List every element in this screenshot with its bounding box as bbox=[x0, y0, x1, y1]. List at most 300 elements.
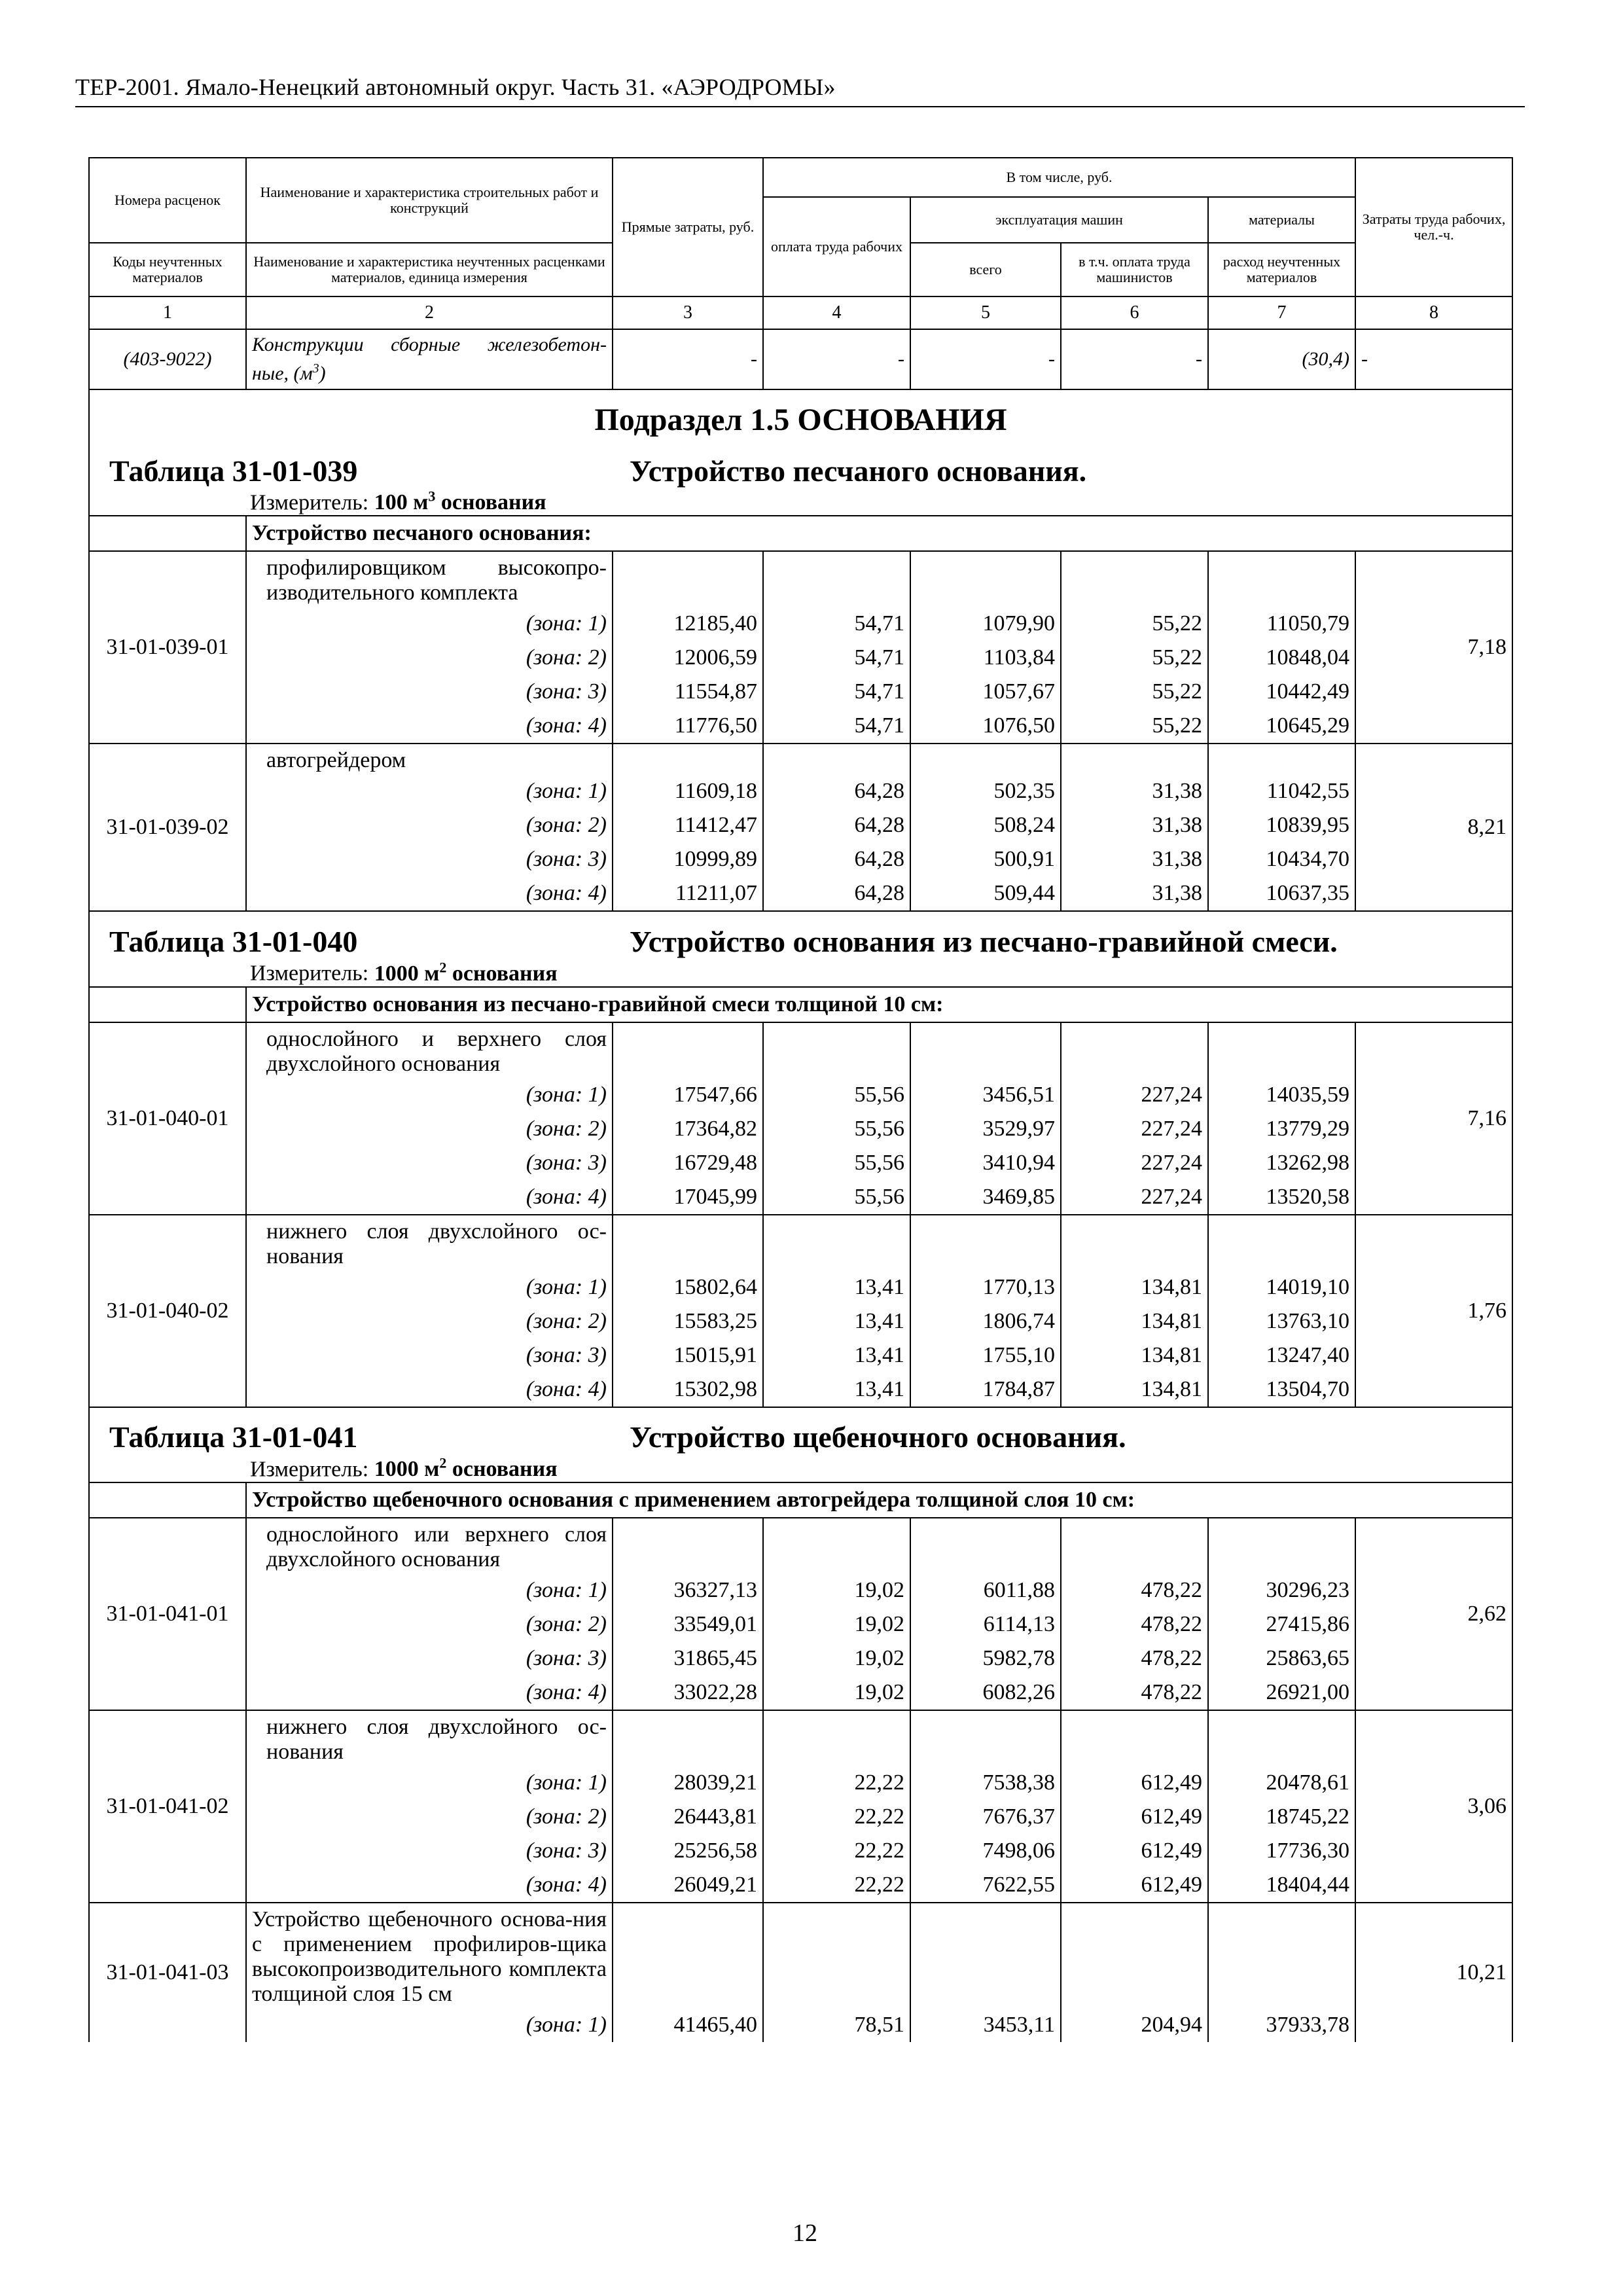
zone-row bbox=[89, 1372, 1512, 1407]
rate-row bbox=[89, 1710, 1512, 1766]
zone-label: (зона: 1) bbox=[246, 607, 613, 641]
empty-cell bbox=[1208, 551, 1355, 607]
worker-pay: 19,02 bbox=[763, 1676, 910, 1710]
empty-cell bbox=[613, 744, 763, 774]
empty-cell bbox=[1061, 1903, 1208, 2008]
materials-cost: 13262,98 bbox=[1208, 1146, 1355, 1180]
machine-cost: 1103,84 bbox=[910, 641, 1061, 675]
measurement-exponent: 2 bbox=[439, 959, 447, 976]
materials-cost: 18404,44 bbox=[1208, 1868, 1355, 1903]
direct-cost: 11554,87 bbox=[613, 675, 763, 709]
labor-cost: 8,21 bbox=[1355, 744, 1512, 911]
machine-cost: 1784,87 bbox=[910, 1372, 1061, 1407]
machine-cost: 7676,37 bbox=[910, 1800, 1061, 1834]
materials-cost: 10442,49 bbox=[1208, 675, 1355, 709]
empty-cell bbox=[613, 1518, 763, 1573]
group-row bbox=[89, 1482, 1512, 1518]
materials-cost: 14019,10 bbox=[1208, 1270, 1355, 1304]
operator-pay: 478,22 bbox=[1061, 1607, 1208, 1641]
empty-cell bbox=[763, 1022, 910, 1078]
empty-cell bbox=[613, 1022, 763, 1078]
empty-cell bbox=[910, 744, 1061, 774]
machine-cost: 1770,13 bbox=[910, 1270, 1061, 1304]
materials-cost: 10637,35 bbox=[1208, 876, 1355, 911]
measurement-unit bbox=[89, 488, 1512, 516]
operator-pay: 134,81 bbox=[1061, 1270, 1208, 1304]
material-direct: - bbox=[613, 329, 763, 389]
price-table bbox=[88, 157, 1513, 2042]
empty-cell bbox=[1061, 1710, 1208, 1766]
empty-cell bbox=[1061, 1518, 1208, 1573]
materials-cost: 25863,65 bbox=[1208, 1641, 1355, 1676]
zone-row bbox=[89, 709, 1512, 744]
direct-cost: 25256,58 bbox=[613, 1834, 763, 1868]
operator-pay: 134,81 bbox=[1061, 1304, 1208, 1338]
labor-cost: 7,18 bbox=[1355, 551, 1512, 744]
worker-pay: 22,22 bbox=[763, 1800, 910, 1834]
materials-cost: 26921,00 bbox=[1208, 1676, 1355, 1710]
col-number: 2 bbox=[246, 296, 613, 329]
materials-cost: 10434,70 bbox=[1208, 842, 1355, 876]
materials-cost: 14035,59 bbox=[1208, 1078, 1355, 1112]
materials-cost: 10645,29 bbox=[1208, 709, 1355, 744]
machine-cost: 3456,51 bbox=[910, 1078, 1061, 1112]
direct-cost: 33022,28 bbox=[613, 1676, 763, 1710]
operator-pay: 55,22 bbox=[1061, 607, 1208, 641]
measurement-row bbox=[89, 1455, 1512, 1482]
direct-cost: 28039,21 bbox=[613, 1766, 763, 1800]
worker-pay: 78,51 bbox=[763, 2008, 910, 2042]
operator-pay: 478,22 bbox=[1061, 1573, 1208, 1607]
group-title: Устройство песчаного основания: bbox=[246, 516, 1512, 551]
empty-cell bbox=[910, 551, 1061, 607]
machine-cost: 3529,97 bbox=[910, 1112, 1061, 1146]
zone-row bbox=[89, 876, 1512, 911]
zone-label: (зона: 3) bbox=[246, 1146, 613, 1180]
measurement-object: основания bbox=[452, 1456, 558, 1481]
table-number: Таблица 31-01-040 bbox=[109, 924, 358, 958]
col-header-machine-total: всего bbox=[910, 243, 1061, 296]
group-title: Устройство щебеночного основания с применением автогрейдера толщиной слоя 10 см: bbox=[246, 1482, 1512, 1518]
zone-label: (зона: 1) bbox=[246, 774, 613, 808]
material-name-line1: Конструкции сборные железобетон- bbox=[252, 334, 607, 355]
machine-cost: 1079,90 bbox=[910, 607, 1061, 641]
operator-pay: 134,81 bbox=[1061, 1338, 1208, 1372]
table-name: Устройство щебеночного основания. bbox=[630, 1420, 1126, 1454]
col-header-direct-costs: Прямые затраты, руб. bbox=[613, 158, 763, 296]
group-blank-cell bbox=[89, 516, 246, 551]
empty-cell bbox=[1061, 744, 1208, 774]
rate-code: 31-01-039-02 bbox=[89, 744, 246, 911]
operator-pay: 204,94 bbox=[1061, 2008, 1208, 2042]
direct-cost: 36327,13 bbox=[613, 1573, 763, 1607]
worker-pay: 54,71 bbox=[763, 709, 910, 744]
material-code: (403-9022) bbox=[89, 329, 246, 389]
zone-row bbox=[89, 1676, 1512, 1710]
rate-code: 31-01-041-01 bbox=[89, 1518, 246, 1710]
col-number: 6 bbox=[1061, 296, 1208, 329]
worker-pay: 54,71 bbox=[763, 607, 910, 641]
zone-label: (зона: 3) bbox=[246, 842, 613, 876]
zone-label: (зона: 1) bbox=[246, 1270, 613, 1304]
zone-row bbox=[89, 842, 1512, 876]
zone-label: (зона: 2) bbox=[246, 641, 613, 675]
col-header-rate-numbers: Номера расценок bbox=[89, 158, 246, 243]
machine-cost: 7538,38 bbox=[910, 1766, 1061, 1800]
unaccounted-material-row bbox=[89, 329, 1512, 389]
direct-cost: 26049,21 bbox=[613, 1868, 763, 1903]
materials-cost: 13504,70 bbox=[1208, 1372, 1355, 1407]
zone-row bbox=[89, 1607, 1512, 1641]
direct-cost: 17045,99 bbox=[613, 1180, 763, 1215]
empty-cell bbox=[910, 1022, 1061, 1078]
empty-cell bbox=[1208, 1518, 1355, 1573]
direct-cost: 15583,25 bbox=[613, 1304, 763, 1338]
empty-cell bbox=[1061, 1215, 1208, 1270]
empty-cell bbox=[1208, 1215, 1355, 1270]
zone-label: (зона: 3) bbox=[246, 1834, 613, 1868]
measurement-object: основания bbox=[440, 490, 546, 515]
col-header-operator-pay: в т.ч. оплата труда машинистов bbox=[1061, 243, 1208, 296]
table-title bbox=[89, 911, 1512, 959]
materials-cost: 13779,29 bbox=[1208, 1112, 1355, 1146]
zone-row bbox=[89, 1078, 1512, 1112]
worker-pay: 64,28 bbox=[763, 808, 910, 842]
worker-pay: 19,02 bbox=[763, 1573, 910, 1607]
empty-cell bbox=[613, 1710, 763, 1766]
material-pay: - bbox=[763, 329, 910, 389]
machine-cost: 1806,74 bbox=[910, 1304, 1061, 1338]
machine-cost: 6011,88 bbox=[910, 1573, 1061, 1607]
col-header-worker-pay: оплата труда рабочих bbox=[763, 197, 910, 296]
header-rule bbox=[75, 106, 1525, 107]
worker-pay: 13,41 bbox=[763, 1338, 910, 1372]
zone-label: (зона: 1) bbox=[246, 1078, 613, 1112]
zone-row bbox=[89, 675, 1512, 709]
rate-name: автогрейдером bbox=[246, 744, 613, 774]
zone-row bbox=[89, 641, 1512, 675]
measurement-unit bbox=[89, 959, 1512, 986]
zone-row bbox=[89, 607, 1512, 641]
materials-cost: 30296,23 bbox=[1208, 1573, 1355, 1607]
zone-row bbox=[89, 1800, 1512, 1834]
measurement-exponent: 3 bbox=[428, 488, 436, 505]
labor-cost: 3,06 bbox=[1355, 1710, 1512, 1903]
col-number: 8 bbox=[1355, 296, 1512, 329]
material-quantity: (30,4) bbox=[1208, 329, 1355, 389]
zone-row bbox=[89, 2008, 1512, 2042]
table-name: Устройство основания из песчано-гравийной смеси. bbox=[630, 924, 1338, 958]
operator-pay: 134,81 bbox=[1061, 1372, 1208, 1407]
machine-cost: 1057,67 bbox=[910, 675, 1061, 709]
rate-name: нижнего слоя двухслойного ос-нования bbox=[246, 1710, 613, 1766]
direct-cost: 17364,82 bbox=[613, 1112, 763, 1146]
measurement-amount: 1000 м bbox=[374, 1456, 440, 1481]
zone-label: (зона: 2) bbox=[246, 1304, 613, 1338]
operator-pay: 31,38 bbox=[1061, 842, 1208, 876]
table-name: Устройство песчаного основания. bbox=[630, 454, 1087, 488]
worker-pay: 55,56 bbox=[763, 1112, 910, 1146]
table-title bbox=[89, 1407, 1512, 1455]
labor-cost: 1,76 bbox=[1355, 1215, 1512, 1407]
zone-row bbox=[89, 1868, 1512, 1903]
rate-code: 31-01-039-01 bbox=[89, 551, 246, 744]
materials-cost: 10848,04 bbox=[1208, 641, 1355, 675]
zone-row bbox=[89, 1146, 1512, 1180]
zone-label: (зона: 4) bbox=[246, 709, 613, 744]
zone-label: (зона: 1) bbox=[246, 2008, 613, 2042]
operator-pay: 55,22 bbox=[1061, 675, 1208, 709]
operator-pay: 31,38 bbox=[1061, 774, 1208, 808]
measurement-value bbox=[374, 1454, 558, 1481]
worker-pay: 55,56 bbox=[763, 1180, 910, 1215]
zone-row bbox=[89, 1641, 1512, 1676]
direct-cost: 31865,45 bbox=[613, 1641, 763, 1676]
materials-cost: 13763,10 bbox=[1208, 1304, 1355, 1338]
empty-cell bbox=[763, 1903, 910, 2008]
operator-pay: 478,22 bbox=[1061, 1676, 1208, 1710]
measurement-unit bbox=[89, 1455, 1512, 1482]
materials-cost: 13247,40 bbox=[1208, 1338, 1355, 1372]
zone-row bbox=[89, 1112, 1512, 1146]
table-title-row bbox=[89, 449, 1512, 488]
direct-cost: 12185,40 bbox=[613, 607, 763, 641]
rate-name: однослойного и верхнего слоя двухслойного основания bbox=[246, 1022, 613, 1078]
col-header-labor-costs: Затраты труда рабочих, чел.-ч. bbox=[1355, 158, 1512, 296]
worker-pay: 55,56 bbox=[763, 1078, 910, 1112]
material-labor: - bbox=[1355, 329, 1512, 389]
zone-row bbox=[89, 1573, 1512, 1607]
rate-row bbox=[89, 1518, 1512, 1573]
direct-cost: 11776,50 bbox=[613, 709, 763, 744]
table-title-row bbox=[89, 1407, 1512, 1455]
material-name-sup: 3 bbox=[312, 361, 319, 376]
worker-pay: 19,02 bbox=[763, 1641, 910, 1676]
col-number: 1 bbox=[89, 296, 246, 329]
machine-cost: 6114,13 bbox=[910, 1607, 1061, 1641]
measurement-label: Измеритель: bbox=[250, 1456, 369, 1481]
group-title: Устройство основания из песчано-гравийной смеси толщиной 10 см: bbox=[246, 987, 1512, 1022]
col-header-machine-operation: эксплуатация машин bbox=[910, 197, 1208, 243]
zone-label: (зона: 4) bbox=[246, 1868, 613, 1903]
operator-pay: 612,49 bbox=[1061, 1766, 1208, 1800]
direct-cost: 10999,89 bbox=[613, 842, 763, 876]
empty-cell bbox=[1208, 1903, 1355, 2008]
rate-row bbox=[89, 551, 1512, 607]
machine-cost: 502,35 bbox=[910, 774, 1061, 808]
empty-cell bbox=[1208, 1022, 1355, 1078]
zone-row bbox=[89, 808, 1512, 842]
worker-pay: 19,02 bbox=[763, 1607, 910, 1641]
rate-name: однослойного или верхнего слоя двухслойного основания bbox=[246, 1518, 613, 1573]
operator-pay: 227,24 bbox=[1061, 1078, 1208, 1112]
material-name-line2: ные, (м bbox=[252, 363, 313, 384]
table-title bbox=[89, 449, 1512, 488]
materials-cost: 20478,61 bbox=[1208, 1766, 1355, 1800]
operator-pay: 227,24 bbox=[1061, 1112, 1208, 1146]
empty-cell bbox=[763, 1215, 910, 1270]
empty-cell bbox=[763, 1518, 910, 1573]
labor-cost: 2,62 bbox=[1355, 1518, 1512, 1710]
direct-cost: 12006,59 bbox=[613, 641, 763, 675]
page-number: 12 bbox=[793, 2219, 817, 2247]
materials-cost: 18745,22 bbox=[1208, 1800, 1355, 1834]
worker-pay: 54,71 bbox=[763, 675, 910, 709]
rate-code: 31-01-040-01 bbox=[89, 1022, 246, 1215]
worker-pay: 22,22 bbox=[763, 1868, 910, 1903]
col-number: 3 bbox=[613, 296, 763, 329]
operator-pay: 227,24 bbox=[1061, 1180, 1208, 1215]
rate-name: профилировщиком высокопро-изводительного комплекта bbox=[246, 551, 613, 607]
machine-cost: 7622,55 bbox=[910, 1868, 1061, 1903]
machine-cost: 3410,94 bbox=[910, 1146, 1061, 1180]
direct-cost: 26443,81 bbox=[613, 1800, 763, 1834]
group-row bbox=[89, 987, 1512, 1022]
empty-cell bbox=[1208, 744, 1355, 774]
materials-cost: 10839,95 bbox=[1208, 808, 1355, 842]
labor-cost: 7,16 bbox=[1355, 1022, 1512, 1215]
table-number: Таблица 31-01-039 bbox=[109, 454, 358, 488]
zone-label: (зона: 4) bbox=[246, 1676, 613, 1710]
col-header-work-name: Наименование и характеристика строительных работ и конструкций bbox=[246, 158, 613, 243]
zone-row bbox=[89, 774, 1512, 808]
empty-cell bbox=[613, 551, 763, 607]
empty-cell bbox=[910, 1710, 1061, 1766]
materials-cost: 11050,79 bbox=[1208, 607, 1355, 641]
zone-label: (зона: 2) bbox=[246, 1112, 613, 1146]
machine-cost: 509,44 bbox=[910, 876, 1061, 911]
empty-cell bbox=[763, 551, 910, 607]
worker-pay: 64,28 bbox=[763, 774, 910, 808]
materials-cost: 11042,55 bbox=[1208, 774, 1355, 808]
zone-label: (зона: 3) bbox=[246, 1641, 613, 1676]
empty-cell bbox=[1208, 1710, 1355, 1766]
rate-row bbox=[89, 744, 1512, 774]
rate-row bbox=[89, 1022, 1512, 1078]
empty-cell bbox=[613, 1215, 763, 1270]
operator-pay: 612,49 bbox=[1061, 1800, 1208, 1834]
operator-pay: 478,22 bbox=[1061, 1641, 1208, 1676]
empty-cell bbox=[763, 744, 910, 774]
labor-cost: 10,21 bbox=[1355, 1903, 1512, 2042]
col-header-unaccounted-materials: расход неучтенных материалов bbox=[1208, 243, 1355, 296]
direct-cost: 41465,40 bbox=[613, 2008, 763, 2042]
rate-code: 31-01-040-02 bbox=[89, 1215, 246, 1407]
col-number: 5 bbox=[910, 296, 1061, 329]
worker-pay: 55,56 bbox=[763, 1146, 910, 1180]
materials-cost: 37933,78 bbox=[1208, 2008, 1355, 2042]
zone-label: (зона: 2) bbox=[246, 808, 613, 842]
table-number: Таблица 31-01-041 bbox=[109, 1420, 358, 1454]
col-header-materials: материалы bbox=[1208, 197, 1355, 243]
worker-pay: 13,41 bbox=[763, 1304, 910, 1338]
measurement-exponent: 2 bbox=[439, 1454, 447, 1471]
group-blank-cell bbox=[89, 987, 246, 1022]
measurement-amount: 100 м bbox=[374, 490, 429, 515]
worker-pay: 22,22 bbox=[763, 1834, 910, 1868]
worker-pay: 54,71 bbox=[763, 641, 910, 675]
operator-pay: 55,22 bbox=[1061, 641, 1208, 675]
rate-name: Устройство щебеночного основа-ния с применением профилиров-щика высокопроизводительного комплекта толщиной слоя 15 см bbox=[246, 1903, 613, 2008]
zone-label: (зона: 1) bbox=[246, 1573, 613, 1607]
material-operators: - bbox=[1061, 329, 1208, 389]
col-header-unaccounted-codes: Коды неучтенных материалов bbox=[89, 243, 246, 296]
empty-cell bbox=[910, 1518, 1061, 1573]
empty-cell bbox=[1061, 551, 1208, 607]
empty-cell bbox=[763, 1710, 910, 1766]
operator-pay: 55,22 bbox=[1061, 709, 1208, 744]
zone-row bbox=[89, 1834, 1512, 1868]
measurement-value bbox=[374, 961, 558, 986]
direct-cost: 15802,64 bbox=[613, 1270, 763, 1304]
operator-pay: 612,49 bbox=[1061, 1834, 1208, 1868]
zone-label: (зона: 3) bbox=[246, 675, 613, 709]
material-name-end: ) bbox=[319, 363, 326, 384]
zone-label: (зона: 1) bbox=[246, 1766, 613, 1800]
materials-cost: 17736,30 bbox=[1208, 1834, 1355, 1868]
direct-cost: 11211,07 bbox=[613, 876, 763, 911]
zone-row bbox=[89, 1180, 1512, 1215]
subsection-title: Подраздел 1.5 ОСНОВАНИЯ bbox=[89, 389, 1512, 449]
measurement-amount: 1000 м bbox=[374, 961, 440, 986]
machine-cost: 5982,78 bbox=[910, 1641, 1061, 1676]
zone-label: (зона: 2) bbox=[246, 1800, 613, 1834]
col-number: 4 bbox=[763, 296, 910, 329]
group-row bbox=[89, 516, 1512, 551]
rate-code: 31-01-041-02 bbox=[89, 1710, 246, 1903]
zone-row bbox=[89, 1766, 1512, 1800]
worker-pay: 13,41 bbox=[763, 1372, 910, 1407]
machine-cost: 3469,85 bbox=[910, 1180, 1061, 1215]
worker-pay: 64,28 bbox=[763, 842, 910, 876]
zone-label: (зона: 4) bbox=[246, 876, 613, 911]
zone-label: (зона: 2) bbox=[246, 1607, 613, 1641]
zone-label: (зона: 3) bbox=[246, 1338, 613, 1372]
empty-cell bbox=[910, 1903, 1061, 2008]
machine-cost: 7498,06 bbox=[910, 1834, 1061, 1868]
direct-cost: 11412,47 bbox=[613, 808, 763, 842]
direct-cost: 16729,48 bbox=[613, 1146, 763, 1180]
rate-row bbox=[89, 1215, 1512, 1270]
machine-cost: 500,91 bbox=[910, 842, 1061, 876]
rate-row bbox=[89, 1903, 1512, 2008]
measurement-label: Измеритель: bbox=[250, 961, 369, 986]
group-blank-cell bbox=[89, 1482, 246, 1518]
zone-row bbox=[89, 1304, 1512, 1338]
direct-cost: 33549,01 bbox=[613, 1607, 763, 1641]
table-title-row bbox=[89, 911, 1512, 959]
machine-cost: 3453,11 bbox=[910, 2008, 1061, 2042]
machine-cost: 1076,50 bbox=[910, 709, 1061, 744]
direct-cost: 11609,18 bbox=[613, 774, 763, 808]
direct-cost: 17547,66 bbox=[613, 1078, 763, 1112]
rate-name: нижнего слоя двухслойного ос-нования bbox=[246, 1215, 613, 1270]
measurement-label: Измеритель: bbox=[250, 490, 369, 515]
measurement-row bbox=[89, 488, 1512, 516]
direct-cost: 15302,98 bbox=[613, 1372, 763, 1407]
operator-pay: 31,38 bbox=[1061, 808, 1208, 842]
worker-pay: 22,22 bbox=[763, 1766, 910, 1800]
measurement-value bbox=[374, 490, 546, 514]
empty-cell bbox=[1061, 1022, 1208, 1078]
empty-cell bbox=[910, 1215, 1061, 1270]
material-name bbox=[246, 329, 613, 389]
operator-pay: 612,49 bbox=[1061, 1868, 1208, 1903]
direct-cost: 15015,91 bbox=[613, 1338, 763, 1372]
col-number: 7 bbox=[1208, 296, 1355, 329]
machine-cost: 1755,10 bbox=[910, 1338, 1061, 1372]
col-header-unaccounted-names: Наименование и характеристика неучтенных расценками материалов, единица измерения bbox=[246, 243, 613, 296]
